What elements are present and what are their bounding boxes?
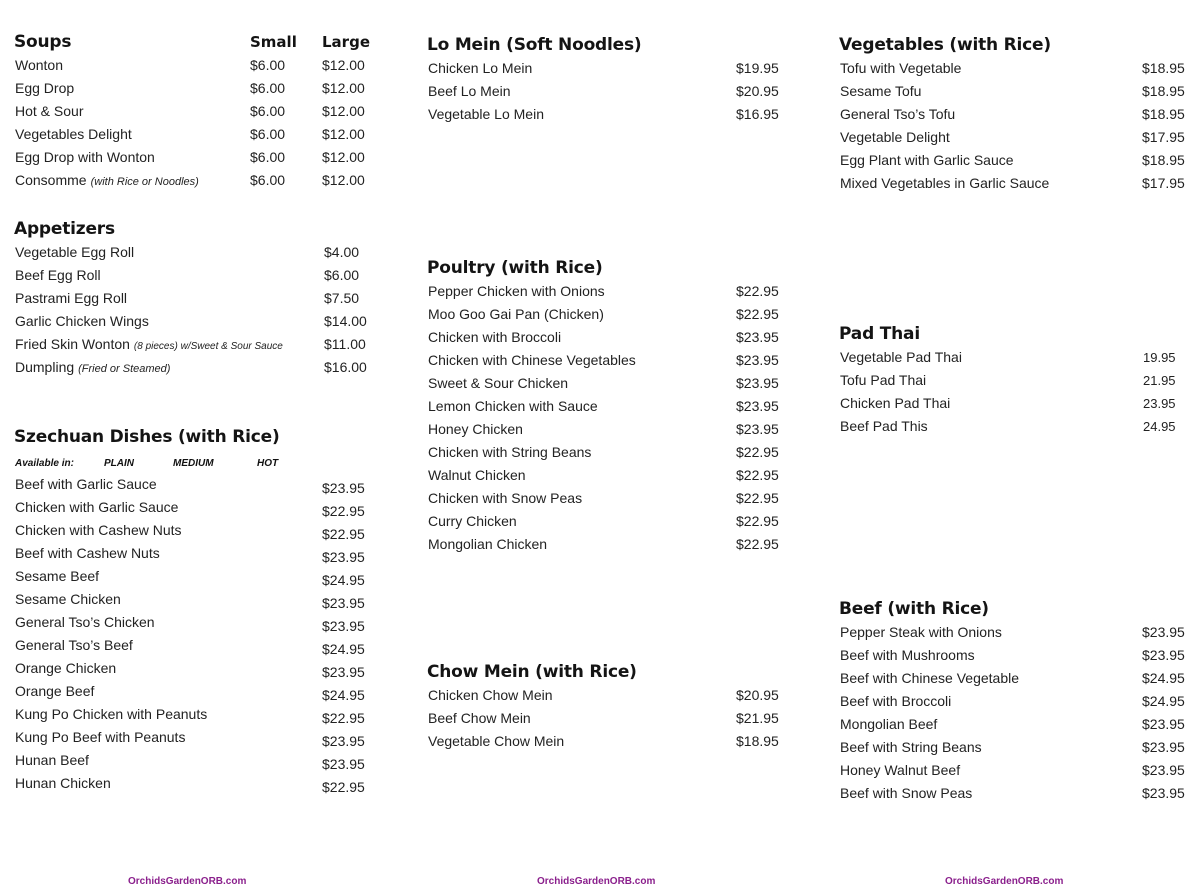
chow-mein-item <box>427 730 787 753</box>
pad-thai-item <box>839 415 1194 438</box>
item-name: Beef with Broccoli <box>840 693 952 709</box>
beef-section <box>839 597 1194 805</box>
item-price: $23.95 <box>1142 739 1185 755</box>
item-price: 24.95 <box>1143 419 1176 434</box>
beef-item <box>839 690 1194 713</box>
item-price: $23.95 <box>322 549 365 565</box>
item-price: $22.95 <box>736 444 779 460</box>
item-price: $7.50 <box>324 290 360 306</box>
item-name: Consomme <box>15 172 87 188</box>
lo-mein-item <box>427 80 787 103</box>
item-name: Chicken with Broccoli <box>428 329 562 345</box>
large-price: $12.00 <box>322 80 365 96</box>
item-price: $23.95 <box>736 398 779 414</box>
beef-title: Beef (with Rice) <box>839 599 989 619</box>
szechuan-item <box>14 496 384 519</box>
appetizer-item <box>14 310 384 333</box>
item-name: General Tso’s Tofu <box>840 106 956 122</box>
item-price: $22.95 <box>322 779 365 795</box>
szechuan-title: Szechuan Dishes (with Rice) <box>14 427 280 447</box>
vegetable-item <box>839 103 1194 126</box>
item-name: Chicken Lo Mein <box>428 60 533 76</box>
item-price: $24.95 <box>1142 693 1185 709</box>
item-name: Sesame Chicken <box>15 591 121 607</box>
poultry-item <box>427 533 787 556</box>
item-name: Beef with Snow Peas <box>840 785 973 801</box>
item-name: Egg Plant with Garlic Sauce <box>840 152 1014 168</box>
soup-item <box>14 100 384 123</box>
item-price: $24.95 <box>1142 670 1185 686</box>
item-name: Honey Walnut Beef <box>840 762 961 778</box>
item-price: $23.95 <box>736 329 779 345</box>
szechuan-item <box>14 657 384 680</box>
item-price: $20.95 <box>736 83 779 99</box>
item-name: Mongolian Chicken <box>428 536 548 552</box>
szechuan-item <box>14 749 384 772</box>
item-name: Beef Egg Roll <box>15 267 101 283</box>
spice-level-row <box>14 455 384 473</box>
szechuan-item <box>14 473 384 496</box>
item-name: Orange Chicken <box>15 660 117 676</box>
item-name: Sweet & Sour Chicken <box>428 375 569 391</box>
item-name: Sesame Tofu <box>840 83 922 99</box>
poultry-item <box>427 510 787 533</box>
appetizer-item <box>14 241 384 264</box>
poultry-title: Poultry (with Rice) <box>427 258 603 278</box>
item-price: $23.95 <box>1142 762 1185 778</box>
item-name: Chicken with Snow Peas <box>428 490 583 506</box>
item-name: Beef with String Beans <box>840 739 982 755</box>
soup-item <box>14 169 384 192</box>
item-name: Hunan Beef <box>15 752 89 768</box>
item-price: $19.95 <box>736 60 779 76</box>
vegetable-item <box>839 80 1194 103</box>
lo-mein-title: Lo Mein (Soft Noodles) <box>427 35 642 55</box>
item-price: 23.95 <box>1143 396 1176 411</box>
poultry-item <box>427 464 787 487</box>
item-name: Beef with Garlic Sauce <box>15 476 157 492</box>
spice-level-plain: PLAIN <box>104 458 134 469</box>
item-name: Chicken Chow Mein <box>428 687 553 703</box>
item-price: $16.00 <box>324 359 367 375</box>
menu-column-right <box>839 0 1194 888</box>
item-price: $23.95 <box>322 756 365 772</box>
small-price: $6.00 <box>250 57 286 73</box>
soup-item <box>14 54 384 77</box>
menu-column-left <box>14 0 384 888</box>
large-price: $12.00 <box>322 57 365 73</box>
item-name: Hunan Chicken <box>15 775 111 791</box>
appetizer-item <box>14 333 384 356</box>
chow-mein-item <box>427 684 787 707</box>
spice-level-hot: HOT <box>257 458 279 469</box>
item-price: $23.95 <box>322 733 365 749</box>
item-name: Kung Po Chicken with Peanuts <box>15 706 208 722</box>
item-name: Chicken with Chinese Vegetables <box>428 352 636 368</box>
beef-item <box>839 621 1194 644</box>
item-name: Moo Goo Gai Pan (Chicken) <box>428 306 604 322</box>
szechuan-item <box>14 634 384 657</box>
item-name: General Tso’s Chicken <box>15 614 155 630</box>
item-name: Vegetable Delight <box>840 129 950 145</box>
poultry-item <box>427 280 787 303</box>
item-name: Vegetables Delight <box>15 126 132 142</box>
appetizer-item <box>14 264 384 287</box>
small-price: $6.00 <box>250 172 286 188</box>
item-price: $4.00 <box>324 244 360 260</box>
item-name: Pastrami Egg Roll <box>15 290 128 306</box>
item-price: $20.95 <box>736 687 779 703</box>
appetizer-item <box>14 356 384 379</box>
large-price: $12.00 <box>322 103 365 119</box>
item-note: (Fried or Steamed) <box>78 363 171 375</box>
appetizers-section <box>14 217 384 379</box>
item-price: $23.95 <box>322 664 365 680</box>
item-name: Chicken with String Beans <box>428 444 592 460</box>
item-price: $6.00 <box>324 267 360 283</box>
item-name: Orange Beef <box>15 683 95 699</box>
szechuan-item <box>14 680 384 703</box>
item-price: $22.95 <box>736 513 779 529</box>
item-name: Egg Drop with Wonton <box>15 149 155 165</box>
szechuan-item <box>14 519 384 542</box>
spice-level-medium: MEDIUM <box>173 458 214 469</box>
item-name: Sesame Beef <box>15 568 100 584</box>
footer-website-link[interactable]: OrchidsGardenORB.com <box>128 876 247 887</box>
appetizer-item <box>14 287 384 310</box>
item-name: Wonton <box>15 57 63 73</box>
item-price: $22.95 <box>322 526 365 542</box>
lo-mein-item <box>427 57 787 80</box>
large-price: $12.00 <box>322 172 365 188</box>
soup-item <box>14 146 384 169</box>
vegetable-item <box>839 172 1194 195</box>
beef-item <box>839 736 1194 759</box>
item-price: $18.95 <box>1142 60 1185 76</box>
footer-website-link[interactable]: OrchidsGardenORB.com <box>537 876 656 887</box>
footer-website-link[interactable]: OrchidsGardenORB.com <box>945 876 1064 887</box>
beef-item <box>839 759 1194 782</box>
item-price: $17.95 <box>1142 129 1185 145</box>
item-price: $22.95 <box>736 306 779 322</box>
szechuan-section <box>14 425 384 795</box>
pad-thai-section <box>839 322 1194 438</box>
szechuan-item <box>14 565 384 588</box>
item-price: $16.95 <box>736 106 779 122</box>
beef-item <box>839 667 1194 690</box>
item-name: Pepper Chicken with Onions <box>428 283 605 299</box>
beef-item <box>839 713 1194 736</box>
poultry-item <box>427 487 787 510</box>
item-name: Mongolian Beef <box>840 716 938 732</box>
item-name: Beef with Chinese Vegetable <box>840 670 1020 686</box>
item-price: $14.00 <box>324 313 367 329</box>
soups-title: Soups <box>14 32 72 52</box>
item-price: $23.95 <box>736 375 779 391</box>
small-price: $6.00 <box>250 103 286 119</box>
vegetable-item <box>839 57 1194 80</box>
item-price: $23.95 <box>1142 716 1185 732</box>
item-name: Vegetable Pad Thai <box>840 349 962 365</box>
poultry-item <box>427 418 787 441</box>
item-name: Lemon Chicken with Sauce <box>428 398 598 414</box>
large-price: $12.00 <box>322 149 365 165</box>
chow-mein-item <box>427 707 787 730</box>
item-price: $23.95 <box>1142 785 1185 801</box>
item-price: $24.95 <box>322 572 365 588</box>
appetizers-title: Appetizers <box>14 219 115 239</box>
item-price: $11.00 <box>324 336 366 352</box>
pad-thai-item <box>839 369 1194 392</box>
item-name: Chicken Pad Thai <box>840 395 951 411</box>
lo-mein-section <box>427 33 787 126</box>
item-price: $23.95 <box>322 595 365 611</box>
pad-thai-item <box>839 392 1194 415</box>
beef-item <box>839 644 1194 667</box>
chow-mein-title: Chow Mein (with Rice) <box>427 662 637 682</box>
item-name: Beef Chow Mein <box>428 710 531 726</box>
menu-column-middle <box>427 0 787 888</box>
szechuan-item <box>14 772 384 795</box>
item-price: $18.95 <box>1142 106 1185 122</box>
item-price: $22.95 <box>322 503 365 519</box>
item-price: $23.95 <box>322 618 365 634</box>
szechuan-item <box>14 542 384 565</box>
item-price: 19.95 <box>1143 350 1176 365</box>
szechuan-item <box>14 703 384 726</box>
item-price: $24.95 <box>322 687 365 703</box>
vegetable-item <box>839 126 1194 149</box>
item-price: $22.95 <box>736 283 779 299</box>
item-price: $17.95 <box>1142 175 1185 191</box>
poultry-item <box>427 349 787 372</box>
item-name: Chicken with Cashew Nuts <box>15 522 182 538</box>
item-name: Vegetable Egg Roll <box>15 244 135 260</box>
item-name: Beef with Cashew Nuts <box>15 545 160 561</box>
soups-header <box>14 30 384 54</box>
poultry-item <box>427 372 787 395</box>
item-price: $18.95 <box>1142 83 1185 99</box>
soups-large-header: Large <box>322 33 370 51</box>
soups-section <box>14 30 384 192</box>
szechuan-item <box>14 726 384 749</box>
item-name: Beef with Mushrooms <box>840 647 975 663</box>
item-name: Fried Skin Wonton <box>15 336 130 352</box>
soups-small-header: Small <box>250 33 297 51</box>
item-note: (8 pieces) w/Sweet & Sour Sauce <box>133 341 283 352</box>
item-price: $22.95 <box>736 490 779 506</box>
vegetables-title: Vegetables (with Rice) <box>839 35 1051 55</box>
item-name: General Tso’s Beef <box>15 637 133 653</box>
soup-item <box>14 77 384 100</box>
item-price: $22.95 <box>736 467 779 483</box>
item-name: Vegetable Chow Mein <box>428 733 565 749</box>
pad-thai-item <box>839 346 1194 369</box>
item-name: Tofu Pad Thai <box>840 372 927 388</box>
small-price: $6.00 <box>250 149 286 165</box>
item-price: $23.95 <box>1142 647 1185 663</box>
item-price: $23.95 <box>736 352 779 368</box>
item-name: Mixed Vegetables in Garlic Sauce <box>840 175 1050 191</box>
lo-mein-item <box>427 103 787 126</box>
item-name: Tofu with Vegetable <box>840 60 962 76</box>
item-price: 21.95 <box>1143 373 1176 388</box>
item-price: $21.95 <box>736 710 779 726</box>
item-name: Beef Pad This <box>840 418 928 434</box>
item-price: $18.95 <box>1142 152 1185 168</box>
small-price: $6.00 <box>250 80 286 96</box>
item-name: Curry Chicken <box>428 513 517 529</box>
small-price: $6.00 <box>250 126 286 142</box>
item-name: Chicken with Garlic Sauce <box>15 499 179 515</box>
item-note: (with Rice or Noodles) <box>90 176 199 188</box>
item-price: $18.95 <box>736 733 779 749</box>
szechuan-item <box>14 588 384 611</box>
item-price: $23.95 <box>322 480 365 496</box>
poultry-section <box>427 256 787 556</box>
item-name: Egg Drop <box>15 80 75 96</box>
poultry-item <box>427 395 787 418</box>
item-name: Walnut Chicken <box>428 467 526 483</box>
item-name: Kung Po Beef with Peanuts <box>15 729 186 745</box>
vegetable-item <box>839 149 1194 172</box>
item-price: $24.95 <box>322 641 365 657</box>
item-name: Garlic Chicken Wings <box>15 313 149 329</box>
item-price: $23.95 <box>1142 624 1185 640</box>
large-price: $12.00 <box>322 126 365 142</box>
chow-mein-section <box>427 660 787 753</box>
item-price: $22.95 <box>736 536 779 552</box>
item-name: Dumpling <box>15 359 75 375</box>
beef-item <box>839 782 1194 805</box>
item-name: Pepper Steak with Onions <box>840 624 1002 640</box>
pad-thai-title: Pad Thai <box>839 324 920 344</box>
item-name: Honey Chicken <box>428 421 523 437</box>
soup-item <box>14 123 384 146</box>
szechuan-item <box>14 611 384 634</box>
available-label: Available in: <box>15 458 74 469</box>
item-price: $22.95 <box>322 710 365 726</box>
poultry-item <box>427 441 787 464</box>
item-name: Vegetable Lo Mein <box>428 106 544 122</box>
vegetables-section <box>839 33 1194 195</box>
poultry-item <box>427 303 787 326</box>
item-name: Hot & Sour <box>15 103 84 119</box>
item-price: $23.95 <box>736 421 779 437</box>
item-name: Beef Lo Mein <box>428 83 511 99</box>
poultry-item <box>427 326 787 349</box>
